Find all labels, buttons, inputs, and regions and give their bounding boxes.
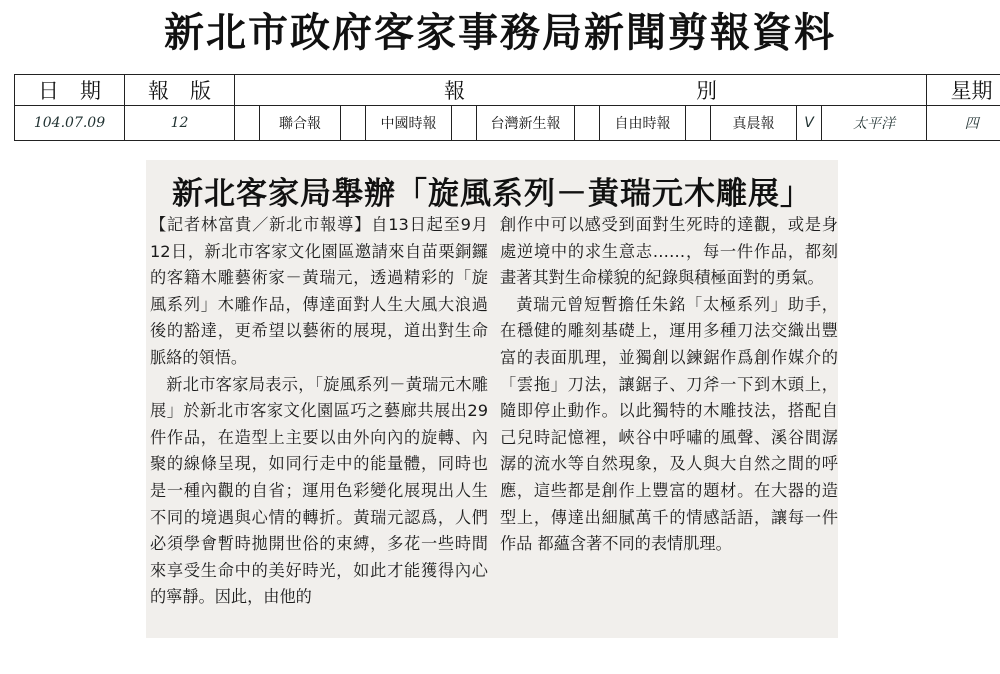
article-headline: 新北客家局舉辦「旋風系列－黃瑞元木雕展」 [172,176,812,212]
article-paragraph: 【記者林富貴／新北市報導】自13日起至9月12日，新北市客家文化園區邀請來自苗栗銅鑼的客籍木雕藝術家－黃瑞元，透過精彩的「旋風系列」木雕作品，傳達面對人生大風大浪過後的豁達，更希望以藝術的展現，道出對生命脈絡的領悟。 [150,215,488,367]
paper-name-2: 台灣新生報 [477,106,575,141]
paper-checkbox-4 [686,106,711,141]
weekday-value: 四 [927,106,1000,141]
paper-checkbox-2 [452,106,477,141]
date-value: 104.07.09 [15,106,125,141]
article-paragraph: 創作中可以感受到面對生死時的達觀，或是身處逆境中的求生意志……，每一件作品，都刻畫著其對生命樣貌的紀錄與積極面對的勇氣。 [500,215,838,288]
edition-value: 12 [125,106,235,141]
newspaper-label: 報 別 [235,75,927,106]
article-paragraph: 黃瑞元曾短暫擔任朱銘「太極系列」助手，在穩健的雕刻基礎上，運用多種刀法交織出豐富的表面肌理，並獨創以鍊鋸作爲創作媒介的「雲拖」刀法，讓鋸子、刀斧一下到木頭上，隨即停止動作。以此獨特的木雕技法，搭配自己兒時記憶裡，峽谷中呼嘯的風聲、溪谷間潺潺的流水等自然現象，及人與大自然之間的呼應，這些都是創作上豐富的題材。在大器的造型上，傳達出細膩萬千的情感話語，讓每一件作品 都蘊含著不同的表情肌理。 [500,294,838,554]
weekday-label: 星期 [927,75,1000,106]
article-paragraph: 新北市客家局表示，「旋風系列－黃瑞元木雕展」於新北市客家文化園區巧之藝廊共展出29件作品，在造型上主要以由外向內的旋轉、內聚的線條呈現，如同行走中的能量體，同時也是一種內觀的自省；運用色彩變化展現出人生不同的境遇與心情的轉折。黃瑞元認爲，人們必須學會暫時拋開世俗的束縛，多花一些時間來享受生命中的美好時光，如此才能獲得內心的寧靜。因此，由他的 [150,374,488,607]
paper-name-3: 自由時報 [600,106,686,141]
handwritten-paper-name: 太平洋 [822,106,927,141]
page-title: 新北市政府客家事務局新聞剪報資料 [164,9,836,56]
clipping-info-table [14,74,1000,141]
paper-checkbox-1 [341,106,366,141]
paper-checkbox-3 [575,106,600,141]
paper-checkbox-0 [235,106,260,141]
edition-label: 報 版 [125,75,235,106]
article-right-column [500,212,838,558]
paper-name-0: 聯合報 [260,106,341,141]
news-clipping [146,160,838,638]
paper-name-4: 真晨報 [711,106,797,141]
date-label: 日 期 [15,75,125,106]
paper-name-1: 中國時報 [366,106,452,141]
article-left-column [150,212,488,611]
check-mark: V [797,106,822,141]
